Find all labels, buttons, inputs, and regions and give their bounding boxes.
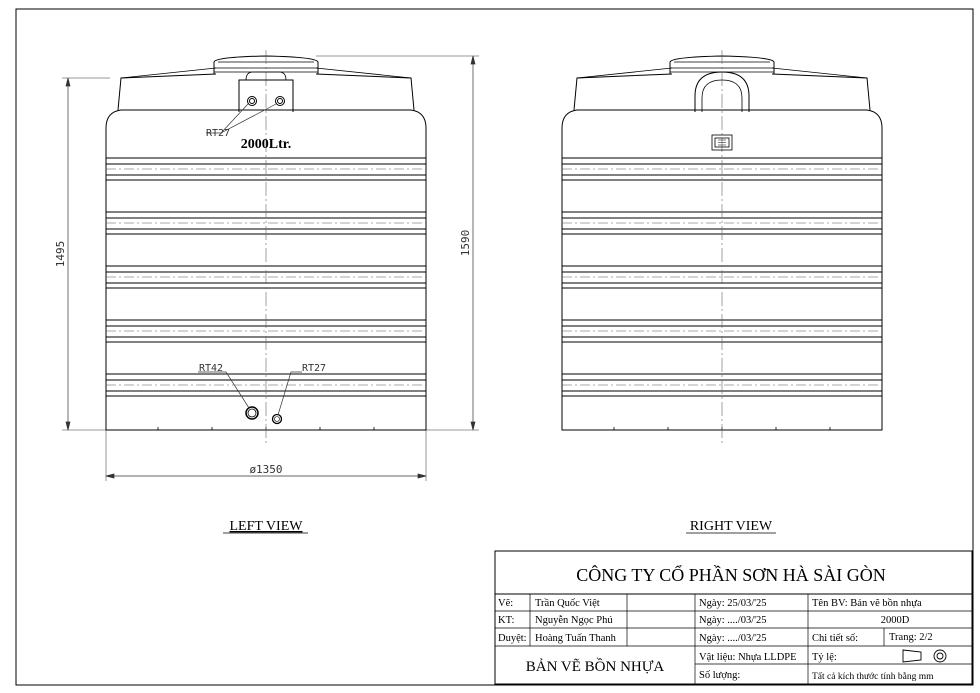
callout-rt27-top: RT27 <box>206 128 231 139</box>
row-date: Ngày: ..../03/'25 <box>699 633 767 644</box>
row-name: Trần Quốc Việt <box>535 598 600 609</box>
title-block-rows <box>498 598 767 644</box>
row-date: Ngày: ..../03/'25 <box>699 615 767 626</box>
left-view-caption: LEFT VIEW <box>229 519 303 534</box>
bottom-outlets <box>246 407 282 424</box>
row-name: Hoàng Tuấn Thanh <box>535 633 616 644</box>
units-note: Tất cả kích thước tính bằng mm <box>812 672 934 682</box>
callout-rt27-bottom: RT27 <box>302 363 327 374</box>
dimension-lines <box>62 56 479 481</box>
detail-no-label: Chi tiết số: <box>812 633 859 644</box>
callout-rt42: RT42 <box>199 363 224 374</box>
capacity-label: 2000Ltr. <box>240 137 292 152</box>
dim-diameter: ø1350 <box>249 463 283 476</box>
drawing-name-label: Tên BV: Bản vẽ bồn nhựa <box>812 598 922 609</box>
row-role: Vẽ: <box>498 598 514 609</box>
scale-label: Tỷ lệ: <box>812 652 837 663</box>
drawing-title: BẢN VẼ BỒN NHỰA <box>525 659 665 675</box>
material-label: Vật liệu: Nhựa LLDPE <box>699 652 797 663</box>
page-number: Trang: 2/2 <box>889 632 933 643</box>
projection-symbol-icon <box>903 650 946 662</box>
left-view-tank <box>106 50 426 445</box>
row-date: Ngày: 25/03/'25 <box>699 598 767 609</box>
row-role: Duyệt: <box>498 633 527 644</box>
dim-height-body: 1495 <box>54 240 67 268</box>
right-view-caption: RIGHT VIEW <box>689 519 773 534</box>
company-name: CÔNG TY CỔ PHẦN SƠN HÀ SÀI GÒN <box>576 565 886 585</box>
right-view-tank <box>562 50 882 445</box>
quantity-label: Số lượng: <box>699 670 741 681</box>
drawing-code: 2000D <box>880 615 910 626</box>
row-role: KT: <box>498 615 515 626</box>
dim-height-total: 1590 <box>459 229 472 257</box>
row-name: Nguyễn Ngọc Phú <box>535 615 613 626</box>
